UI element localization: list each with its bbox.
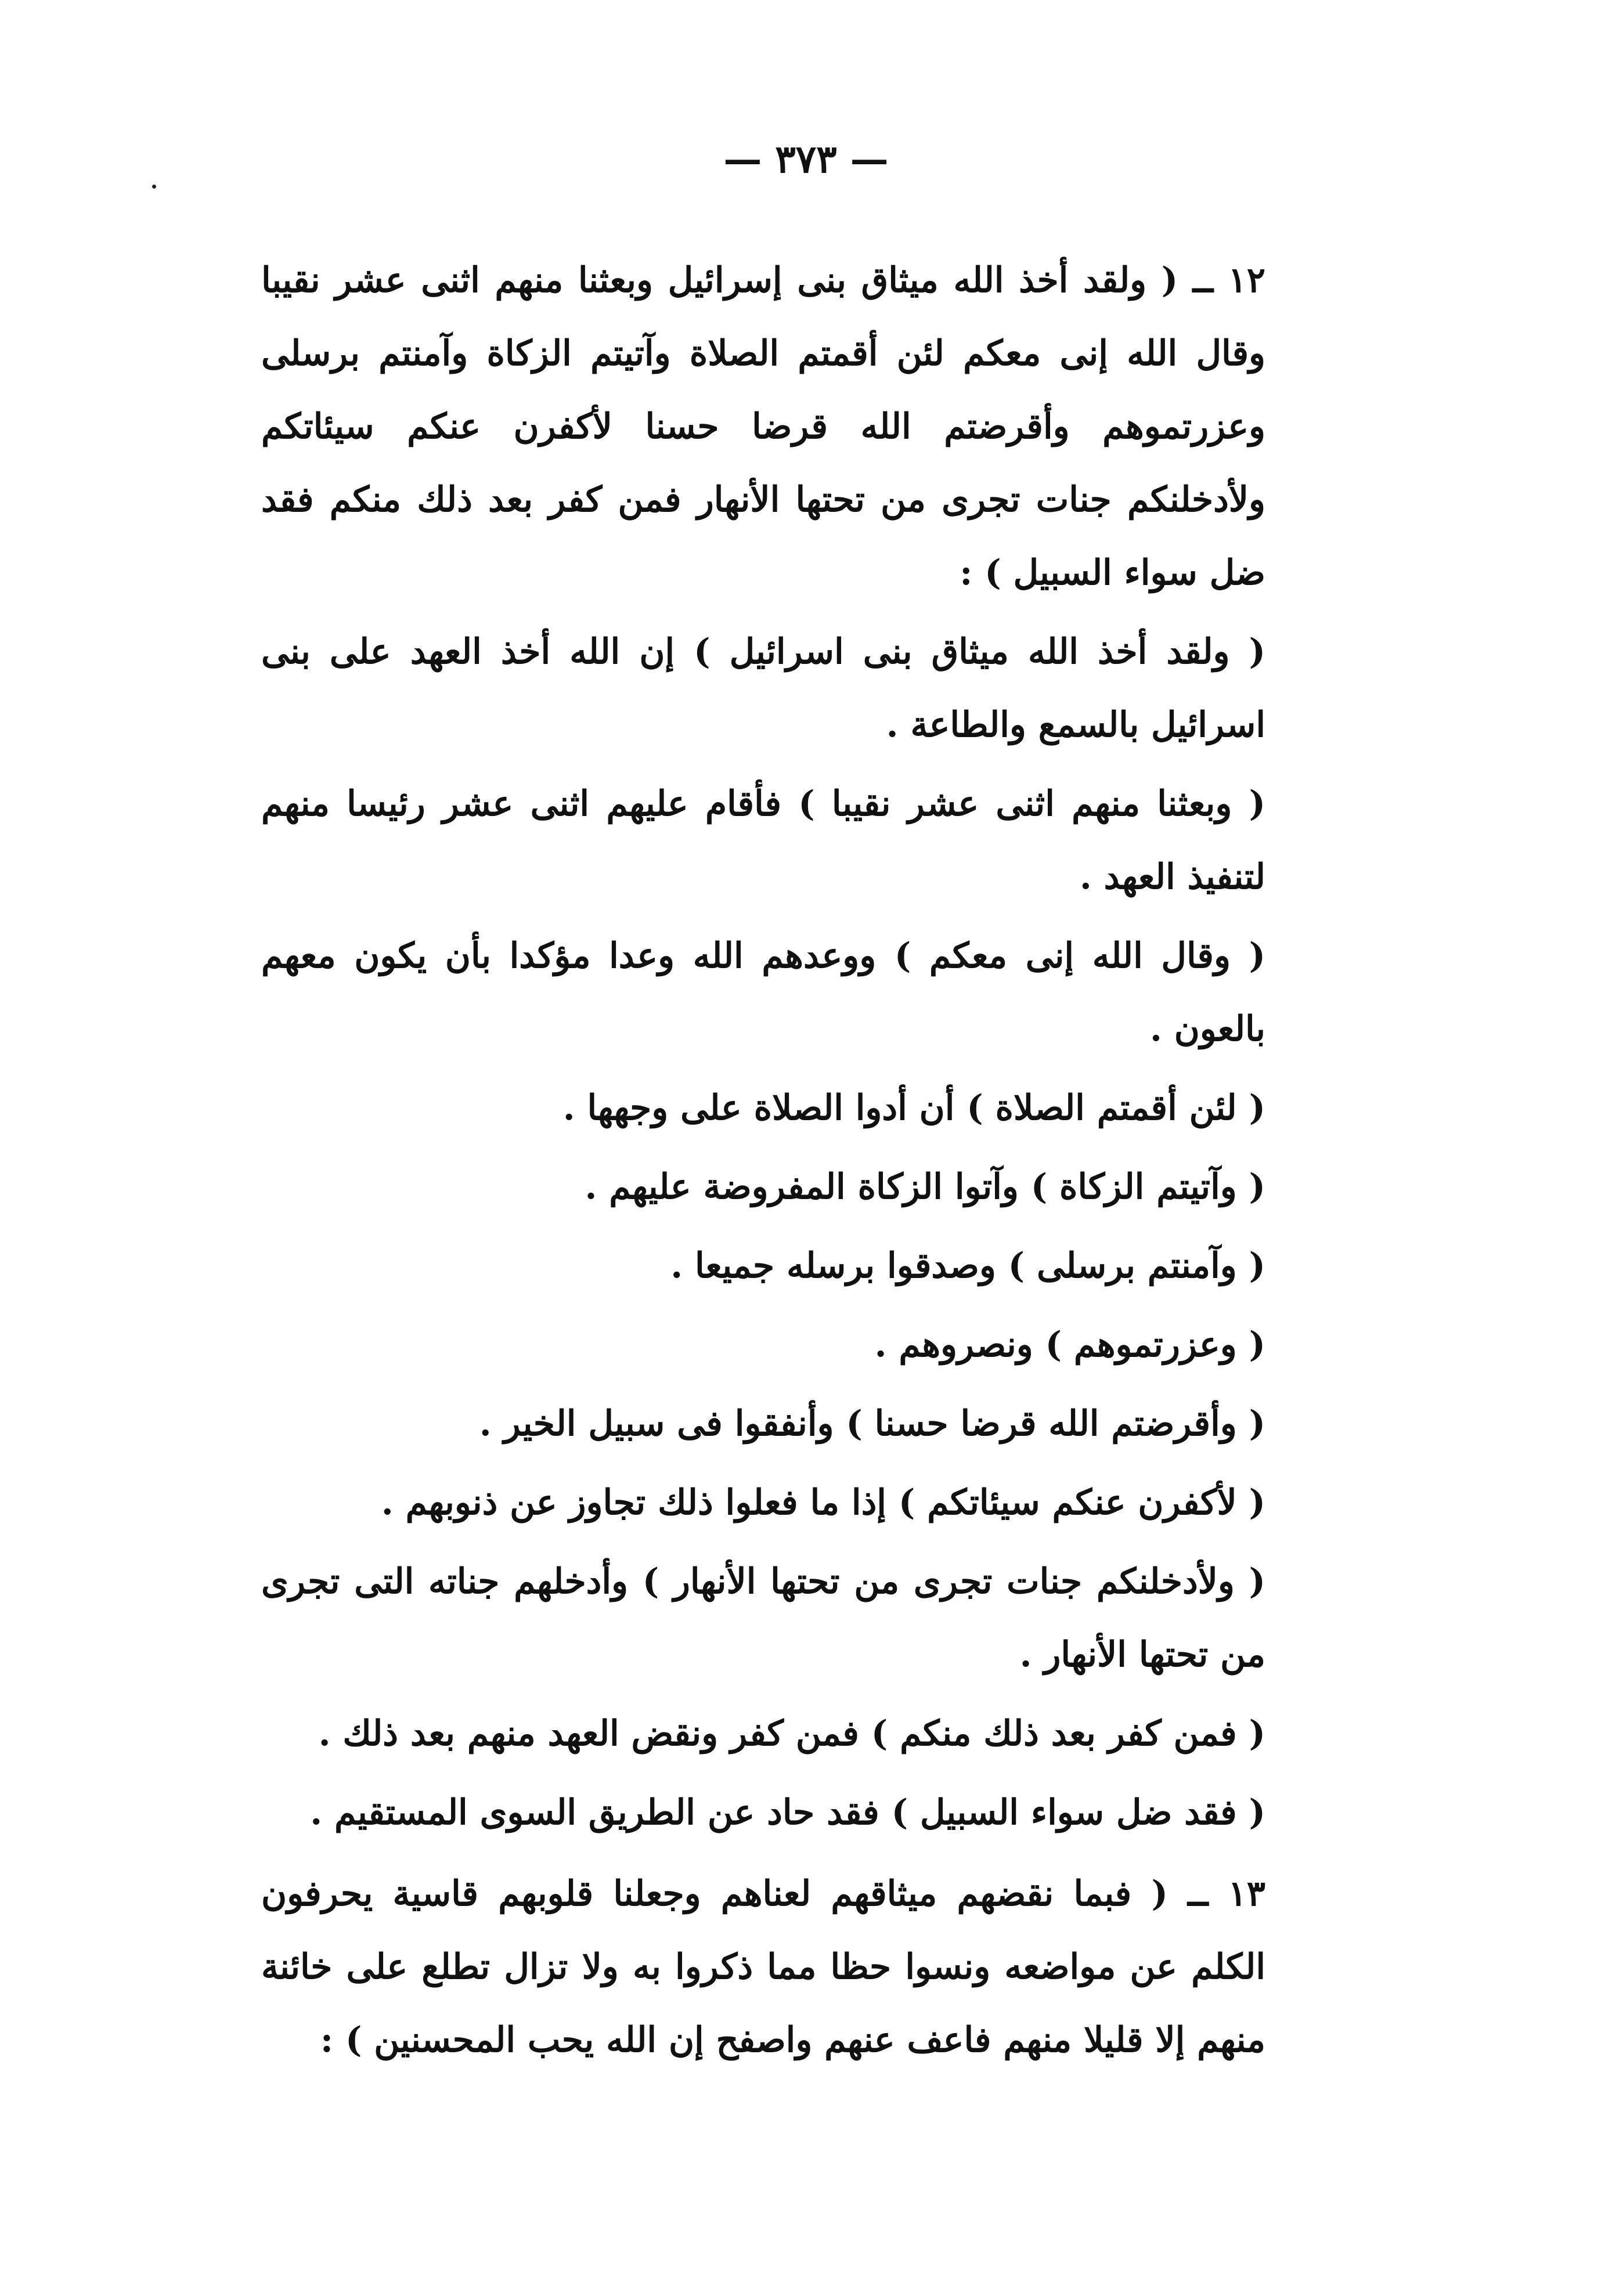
gloss-paragraph: ( وعزرتموهم ) ونصروهم .: [874, 1324, 1265, 1365]
gloss-paragraph: ( وبعثنا منهم اثنى عشر نقيبا ) فأقام عليهم اثنى عشر رئيسا منهم لتنفيذ العهد .: [261, 784, 1265, 897]
scan-speck: [152, 185, 156, 189]
page-number: — ٣٧٣ —: [723, 136, 889, 182]
gloss-paragraph: ( وآمنتم برسلى ) وصدقوا برسله جميعا .: [670, 1246, 1265, 1286]
verse-13: ١٣ ــ ( فبما نقضهم ميثاقهم لعناهم وجعلنا قلوبهم قاسية يحرفون الكلم عن مواضعه ونسوا حظا مما ذكروا به ولا تزال تطلع على خائنة منهم إلا قليلا منهم فاعف عنهم واصفح إن الله يحب المحسنين ) :: [261, 1873, 1265, 2060]
page-body: [261, 244, 1358, 2077]
gloss-paragraph: ( فقد ضل سواء السبيل ) فقد حاد عن الطريق السوى المستقيم .: [310, 1792, 1265, 1833]
gloss-paragraph: ( ولأدخلنكم جنات تجرى من تحتها الأنهار ) وأدخلهم جناته التى تجرى من تحتها الأنهار .: [261, 1561, 1265, 1675]
verse-12: ١٢ ــ ( ولقد أخذ الله ميثاق بنى إسرائيل وبعثنا منهم اثنى عشر نقيبا وقال الله إنى معكم لئن أقمتم الصلاة وآتيتم الزكاة وآمنتم برسلى وعزرتموهم وأقرضتم الله قرضا حسنا لأكفرن عنكم سيئاتكم ولأدخلنكم جنات تجرى من تحتها الأنهار فمن كفر بعد ذلك منكم فقد ضل سواء السبيل ) :: [261, 260, 1265, 593]
gloss-paragraph: ( لأكفرن عنكم سيئاتكم ) إذا ما فعلوا ذلك تجاوز عن ذنوبهم .: [381, 1482, 1265, 1523]
gloss-paragraph: ( لئن أقمتم الصلاة ) أن أدوا الصلاة على وجهها .: [562, 1088, 1265, 1128]
gloss-paragraph: ( وقال الله إنى معكم ) ووعدهم الله وعدا مؤكدا بأن يكون معهم بالعون .: [261, 936, 1265, 1049]
gloss-paragraph: ( ولقد أخذ الله ميثاق بنى اسرائيل ) إن الله أخذ العهد على بنى اسرائيل بالسمع والطاعة .: [261, 631, 1265, 745]
gloss-paragraph: ( وأقرضتم الله قرضا حسنا ) وأنفقوا فى سبيل الخير .: [479, 1403, 1265, 1444]
gloss-paragraph: ( فمن كفر بعد ذلك منكم ) فمن كفر ونقض العهد منهم بعد ذلك .: [318, 1713, 1265, 1754]
gloss-paragraph: ( وآتيتم الزكاة ) وآتوا الزكاة المفروضة عليهم .: [585, 1167, 1265, 1207]
